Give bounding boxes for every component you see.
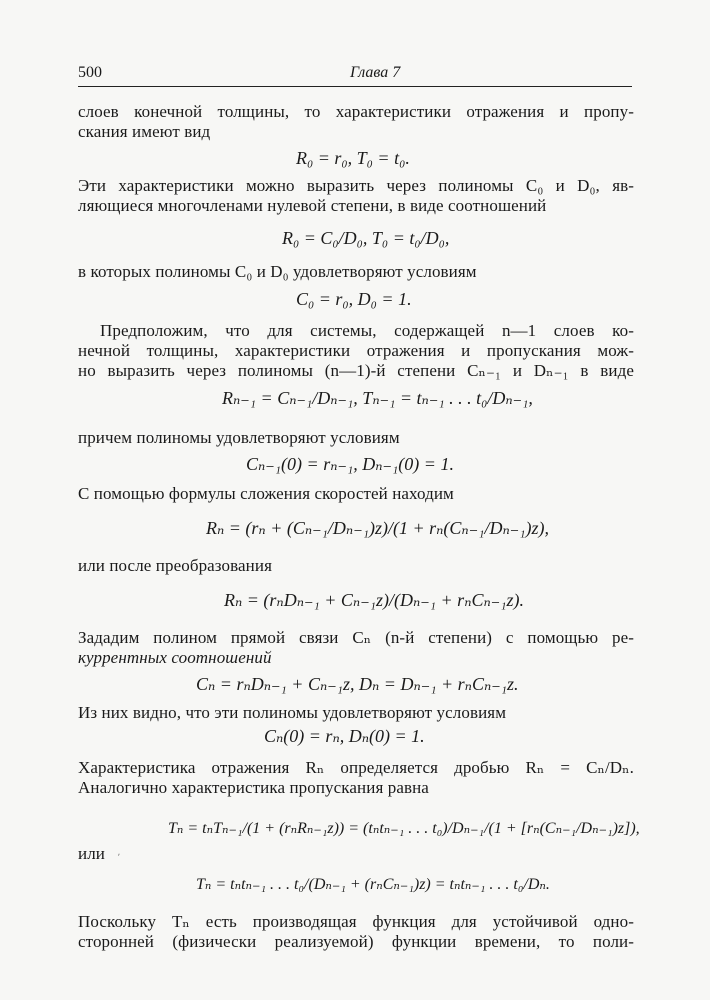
text-line: или после преобразования <box>78 556 272 575</box>
equation: Rₙ₋₁ = Cₙ₋₁/Dₙ₋₁, Tₙ₋₁ = tₙ₋₁ . . . t₀/Dₙ₋₁, <box>222 388 533 408</box>
text-line: Поскольку Tₙ есть производящая функция для устойчивой одно- <box>78 912 634 931</box>
text-line: сторонней (физически реализуемой) функции времени, то поли- <box>78 932 634 951</box>
header-rule <box>78 86 632 87</box>
equation: Cₙ(0) = rₙ, Dₙ(0) = 1. <box>264 726 425 746</box>
equation: Tₙ = tₙTₙ₋₁/(1 + (rₙRₙ₋₁z)) = (tₙtₙ₋₁ . . . t₀)/Dₙ₋₁/(1 + [rₙ(Cₙ₋₁/Dₙ₋₁)z]), <box>168 820 640 837</box>
text-line: Предположим, что для системы, содержащей n—1 слоев ко- <box>100 321 634 340</box>
page-number: 500 <box>78 64 102 81</box>
equation: C₀ = r₀, D₀ = 1. <box>296 289 412 309</box>
text-line: причем полиномы удовлетворяют условиям <box>78 428 400 447</box>
chapter-title: Глава 7 <box>350 64 401 81</box>
text-line: скания имеют вид <box>78 122 211 141</box>
text-line: С помощью формулы сложения скоростей находим <box>78 484 454 503</box>
text-line: нечной толщины, характеристики отражения и пропускания мож- <box>78 341 634 360</box>
text-line: Аналогично характеристика пропускания равна <box>78 778 429 797</box>
text-line: Эти характеристики можно выразить через полиномы C₀ и D₀, яв- <box>78 176 634 195</box>
equation: Tₙ = tₙtₙ₋₁ . . . t₀/(Dₙ₋₁ + (rₙCₙ₋₁)z) = tₙtₙ₋₁ . . . t₀/Dₙ. <box>196 876 550 893</box>
equation: Cₙ = rₙDₙ₋₁ + Cₙ₋₁z, Dₙ = Dₙ₋₁ + rₙCₙ₋₁z. <box>196 674 519 694</box>
equation: R₀ = C₀/D₀, T₀ = t₀/D₀, <box>282 228 450 248</box>
equation: Rₙ = (rₙ + (Cₙ₋₁/Dₙ₋₁)z)/(1 + rₙ(Cₙ₋₁/Dₙ₋₁)z), <box>206 518 550 538</box>
text-line: Из них видно, что эти полиномы удовлетворяют условиям <box>78 703 507 722</box>
text-line: в которых полиномы C₀ и D₀ удовлетворяют условиям <box>78 262 477 281</box>
stray-mark: ʹ <box>118 852 120 862</box>
text-line: но выразить через полиномы (n—1)-й степени Cₙ₋₁ и Dₙ₋₁ в виде <box>78 361 634 380</box>
equation: Rₙ = (rₙDₙ₋₁ + Cₙ₋₁z)/(Dₙ₋₁ + rₙCₙ₋₁z). <box>224 590 525 610</box>
equation: R₀ = r₀, T₀ = t₀. <box>296 148 410 168</box>
page-header <box>78 64 632 84</box>
text-line: Зададим полином прямой связи Cₙ (n-й степени) с помощью ре- <box>78 628 634 647</box>
text-line: или <box>78 844 105 863</box>
text-line: ляющиеся многочленами нулевой степени, в виде соотношений <box>78 196 547 215</box>
text-line: слоев конечной толщины, то характеристики отражения и пропу- <box>78 102 634 121</box>
text-line: куррентных соотношений <box>78 648 272 667</box>
equation: Cₙ₋₁(0) = rₙ₋₁, Dₙ₋₁(0) = 1. <box>246 454 454 474</box>
text-line: Характеристика отражения Rₙ определяется дробью Rₙ = Cₙ/Dₙ. <box>78 758 634 777</box>
